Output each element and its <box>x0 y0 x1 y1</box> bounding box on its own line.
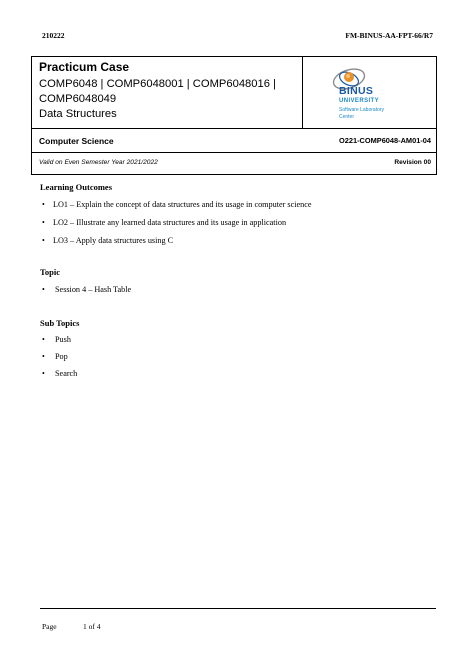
course-name: Data Structures <box>39 108 117 120</box>
list-item: Push <box>55 335 71 344</box>
divider <box>32 152 436 153</box>
validity <box>39 159 158 166</box>
bullet-icon: • <box>42 218 45 227</box>
list-item: Search <box>55 369 78 378</box>
binus-logo <box>320 65 430 125</box>
topic-heading: Topic <box>40 267 61 277</box>
title-box <box>31 56 437 175</box>
revision: Revision 00 <box>394 159 431 166</box>
bullet-icon: • <box>42 285 45 294</box>
bullet-icon: • <box>42 352 45 361</box>
document-heading: Practicum Case <box>39 60 130 74</box>
list-item: LO3 – Apply data structures using C <box>53 236 174 245</box>
logo-lab-line: Software Laboratory <box>339 107 385 113</box>
list-item: LO2 – Illustrate any learned data structures and its usage in application <box>53 218 287 227</box>
validity-period: Even Semester Year 2021/2022 <box>64 159 158 166</box>
logo-cell <box>302 57 437 128</box>
logo-name: BINUS <box>339 85 374 97</box>
form-date-code: 210222 <box>42 31 65 40</box>
course-codes <box>39 77 301 122</box>
list-item: Session 4 – Hash Table <box>55 285 132 294</box>
bullet-icon: • <box>42 236 45 245</box>
bullet-icon: • <box>42 200 45 209</box>
validity-prefix: Valid on <box>39 159 63 166</box>
form-number: FM-BINUS-AA-FPT-66/R7 <box>345 31 433 40</box>
bullet-icon: • <box>42 335 45 344</box>
list-item: LO1 – Explain the concept of data structures and its usage in computer science <box>53 200 312 209</box>
list-item: Pop <box>55 352 68 361</box>
document-code: O221-COMP6048-AM01-04 <box>338 136 431 145</box>
learning-outcomes-heading: Learning Outcomes <box>40 182 113 192</box>
course-line: COMP6048049 <box>39 93 117 105</box>
course-line: COMP6048 | COMP6048001 | COMP6048016 | <box>39 78 276 90</box>
department: Computer Science <box>39 136 114 146</box>
bullet-icon: • <box>42 369 45 378</box>
page-number: 1 of 4 <box>83 622 101 631</box>
logo-university: UNIVERSITY <box>339 98 380 104</box>
sub-topics-heading: Sub Topics <box>40 318 80 328</box>
divider <box>32 128 436 129</box>
logo-center-line: Center <box>339 114 355 120</box>
footer-divider <box>40 608 436 609</box>
page-label: Page <box>42 622 57 631</box>
